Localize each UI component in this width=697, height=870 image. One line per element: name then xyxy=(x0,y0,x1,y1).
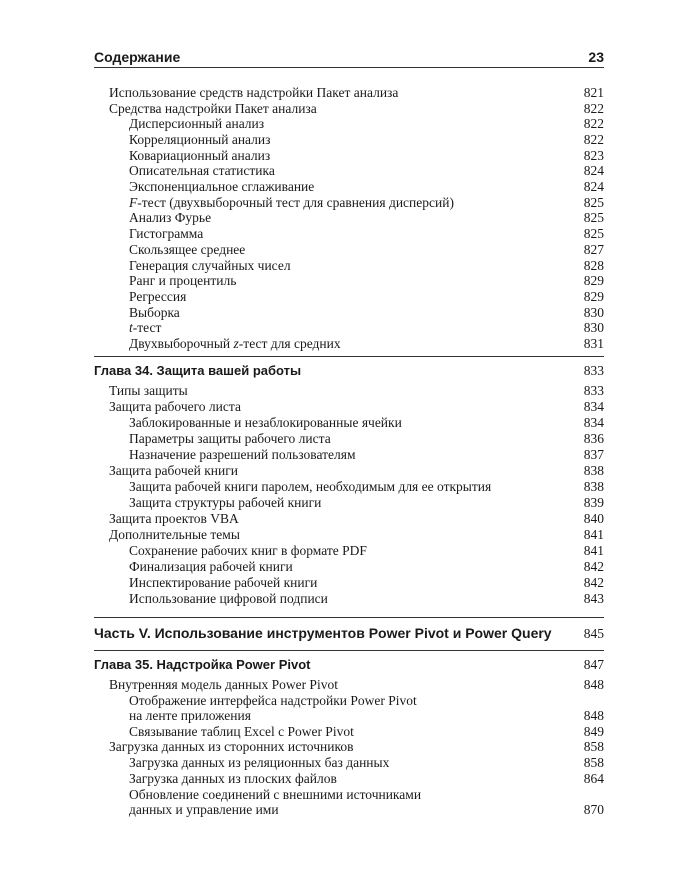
toc-entry: Гистограмма 825 xyxy=(129,226,604,241)
toc-entry: F-тест (двухвыборочный тест для сравнения дисперсий) 825 xyxy=(129,195,604,210)
toc-entry: Дисперсионный анализ 822 xyxy=(129,116,604,131)
toc-entry: Анализ Фурье 825 xyxy=(129,210,604,225)
toc-entry: Параметры защиты рабочего листа 836 xyxy=(129,431,604,446)
part-rule xyxy=(94,617,604,618)
toc-entry: Назначение разрешений пользователям 837 xyxy=(129,447,604,462)
toc-chapter-heading: Глава 35. Надстройка Power Pivot 847 xyxy=(94,657,604,672)
toc-entry: Выборка 830 xyxy=(129,305,604,320)
toc-entry: Защита рабочей книги 838 xyxy=(109,463,604,478)
toc-entry: Загрузка данных из сторонних источников 858 xyxy=(109,739,604,754)
toc-entry: Скользящее среднее 827 xyxy=(129,242,604,257)
toc-entry: Дополнительные темы 841 xyxy=(109,527,604,542)
toc-entry: Защита проектов VBA 840 xyxy=(109,511,604,526)
toc-entry: Защита рабочего листа 834 xyxy=(109,399,604,414)
toc-entry: Защита структуры рабочей книги 839 xyxy=(129,495,604,510)
toc-entry: Двухвыборочный z-тест для средних 831 xyxy=(129,336,604,351)
toc-entry: Ковариационный анализ 823 xyxy=(129,148,604,163)
toc-chapter-heading: Глава 34. Защита вашей работы 833 xyxy=(94,363,604,378)
toc-entry: Сохранение рабочих книг в формате PDF 841 xyxy=(129,543,604,558)
toc-entry: Финализация рабочей книги 842 xyxy=(129,559,604,574)
toc-entry: Загрузка данных из плоских файлов 864 xyxy=(129,771,604,786)
toc-entry: Корреляционный анализ 822 xyxy=(129,132,604,147)
toc-entry: Инспектирование рабочей книги 842 xyxy=(129,575,604,590)
toc-entry: Отображение интерфейса надстройки Power Pivot xyxy=(129,693,417,708)
toc-part-heading: Часть V. Использование инструментов Power Pivot и Power Query 845 xyxy=(94,625,604,641)
toc-entry: Ранг и процентиль 829 xyxy=(129,273,604,288)
chapter-rule xyxy=(94,650,604,651)
toc-entry: Заблокированные и незаблокированные ячейки 834 xyxy=(129,415,604,430)
toc-entry: Типы защиты 833 xyxy=(109,383,604,398)
chapter-rule xyxy=(94,356,604,357)
toc-entry: Использование цифровой подписи 843 xyxy=(129,591,604,606)
toc-entry: Загрузка данных из реляционных баз данных 858 xyxy=(129,755,604,770)
running-header xyxy=(94,47,604,68)
toc-entry: данных и управление ими 870 xyxy=(129,802,604,817)
toc-entry: Описательная статистика 824 xyxy=(129,163,604,178)
toc-entry: Внутренняя модель данных Power Pivot 848 xyxy=(109,677,604,692)
toc-entry: на ленте приложения 848 xyxy=(129,708,604,723)
header-title: Содержание xyxy=(94,49,181,65)
toc-entry: Средства надстройки Пакет анализа 822 xyxy=(109,101,604,116)
toc-entry: Экспоненциальное сглаживание 824 xyxy=(129,179,604,194)
toc-entry: Обновление соединений с внешними источниками xyxy=(129,787,422,802)
toc-entry: Связывание таблиц Excel с Power Pivot 849 xyxy=(129,724,604,739)
header-page-number: 23 xyxy=(588,49,604,65)
toc-entry: Регрессия 829 xyxy=(129,289,604,304)
toc-entry: Использование средств надстройки Пакет анализа 821 xyxy=(109,85,604,100)
toc-entry: Защита рабочей книги паролем, необходимым для ее открытия 838 xyxy=(129,479,604,494)
toc-entry: t-тест 830 xyxy=(129,320,604,335)
toc-entry: Генерация случайных чисел 828 xyxy=(129,258,604,273)
